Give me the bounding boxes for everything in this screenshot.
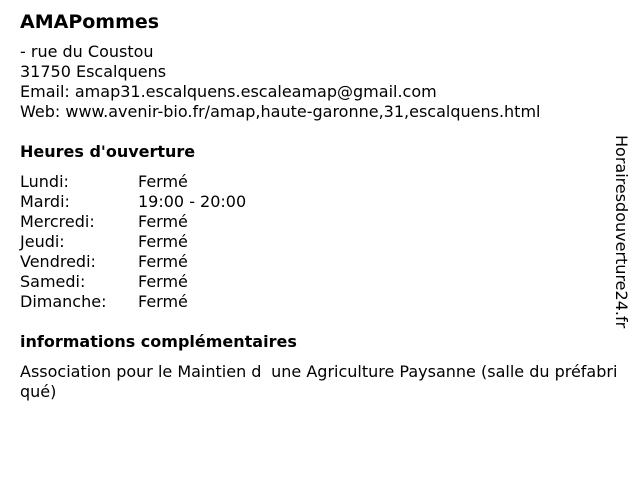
day-label: Jeudi: <box>20 232 65 251</box>
hours-row-thursday <box>20 232 620 252</box>
hours-row-wednesday <box>20 212 620 232</box>
hours-row-tuesday <box>20 192 620 212</box>
hours-heading: Heures d'ouverture <box>20 142 196 161</box>
web-line: Web: www.avenir-bio.fr/amap,haute-garonne,31,escalquens.html <box>20 102 541 121</box>
email-line: Email: amap31.escalquens.escaleamap@gmail.com <box>20 82 437 101</box>
business-name: AMAPommes <box>20 11 160 33</box>
day-label: Vendredi: <box>20 252 96 271</box>
day-hours: Fermé <box>138 212 188 231</box>
day-label: Samedi: <box>20 272 86 291</box>
day-hours: Fermé <box>138 292 188 311</box>
day-label: Dimanche: <box>20 292 107 311</box>
address-city: 31750 Escalquens <box>20 62 167 81</box>
business-card <box>20 10 620 402</box>
watermark-text: Horairesdouverture24.fr <box>612 135 631 329</box>
info-text: Association pour le Maintien dune Agriculture Paysanne (salle du préfabriqué) <box>20 362 618 401</box>
address-street: - rue du Coustou <box>20 42 154 61</box>
day-hours: Fermé <box>138 172 188 191</box>
day-hours: 19:00 - 20:00 <box>138 192 247 211</box>
hours-row-monday <box>20 172 620 192</box>
day-label: Mercredi: <box>20 212 95 231</box>
day-hours: Fermé <box>138 232 188 251</box>
hours-table <box>20 172 620 312</box>
day-label: Mardi: <box>20 192 70 211</box>
hours-row-saturday <box>20 272 620 292</box>
day-hours: Fermé <box>138 252 188 271</box>
info-heading: informations complémentaires <box>20 332 297 351</box>
hours-row-friday <box>20 252 620 272</box>
hours-row-sunday <box>20 292 620 312</box>
day-label: Lundi: <box>20 172 69 191</box>
watermark <box>609 135 633 345</box>
day-hours: Fermé <box>138 272 188 291</box>
